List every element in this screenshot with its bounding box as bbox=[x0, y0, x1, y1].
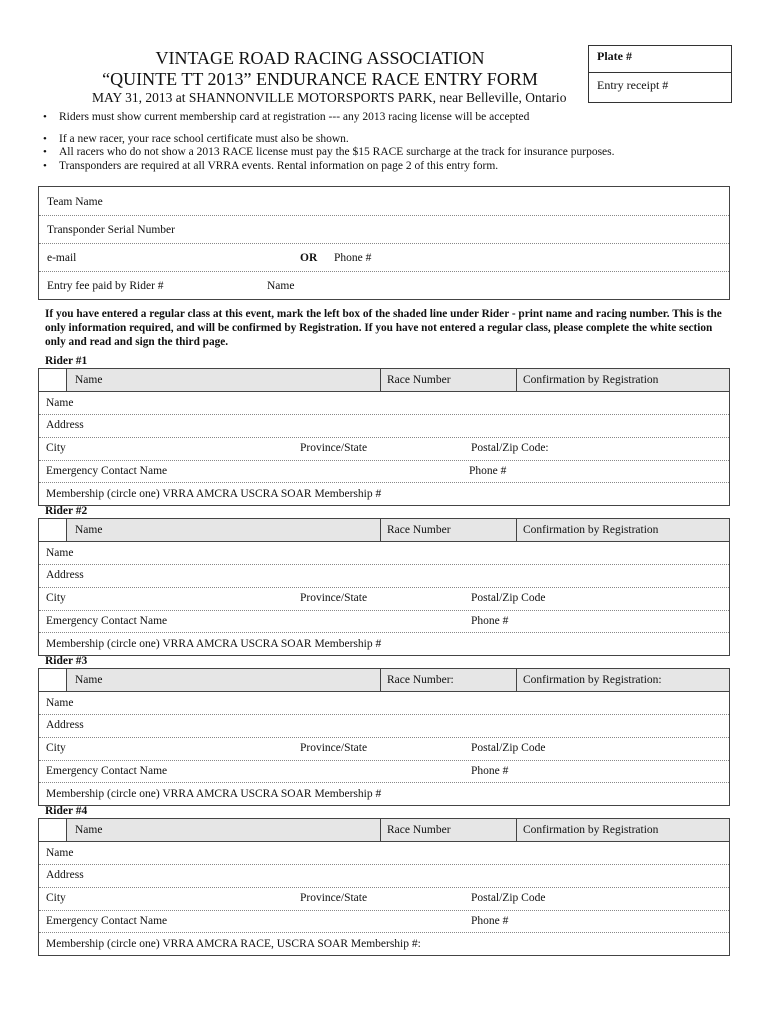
rider-4-shaded-row bbox=[39, 819, 729, 842]
or-label: OR bbox=[300, 252, 318, 264]
plate-divider bbox=[589, 72, 731, 73]
divider bbox=[39, 437, 729, 438]
rider-4-confirmation: Confirmation by Registration bbox=[523, 824, 659, 836]
plate-label: Plate # bbox=[597, 49, 632, 63]
instructions: If you have entered a regular class at this event, mark the left box of the shaded line under Rider - print name and racing number. This is the only information required, and will be confirmed by Registration. If you have not entered a regular class, please complete the white section only and read and sign the third page. bbox=[45, 308, 722, 348]
divider bbox=[380, 519, 381, 541]
divider bbox=[39, 587, 729, 588]
divider bbox=[39, 864, 729, 865]
fee-row[interactable] bbox=[39, 271, 729, 300]
fee-name-label: Name bbox=[267, 280, 295, 292]
divider bbox=[380, 819, 381, 841]
rider-3-membership-label[interactable]: Membership (circle one) VRRA AMCRA USCRA SOAR Membership # bbox=[46, 788, 382, 800]
rider-2-section bbox=[38, 518, 730, 656]
divider bbox=[380, 369, 381, 391]
rider-2-title: Rider #2 bbox=[45, 505, 88, 517]
rider-1-postal-label[interactable]: Postal/Zip Code: bbox=[471, 442, 549, 454]
rider-2-phone-label[interactable]: Phone # bbox=[471, 615, 509, 627]
team-name-label: Team Name bbox=[47, 196, 103, 208]
event-line: MAY 31, 2013 at SHANNONVILLE MOTORSPORTS PARK, near Belleville, Ontario bbox=[92, 90, 567, 105]
plate-box bbox=[588, 45, 732, 103]
rider-3-phone-label[interactable]: Phone # bbox=[471, 765, 509, 777]
rider-2-race-number: Race Number bbox=[387, 524, 451, 536]
team-name-row[interactable] bbox=[39, 187, 729, 216]
rider-3-shaded-row bbox=[39, 669, 729, 692]
rider-3-emergency-label[interactable]: Emergency Contact Name bbox=[46, 765, 168, 777]
rider-1-shaded-row bbox=[39, 369, 729, 392]
rider-3-city-label[interactable]: City bbox=[46, 742, 66, 754]
rider-2-address-label[interactable]: Address bbox=[46, 569, 84, 581]
rider-1-title: Rider #1 bbox=[45, 355, 88, 367]
divider bbox=[39, 564, 729, 565]
rider-1-membership-label[interactable]: Membership (circle one) VRRA AMCRA USCRA SOAR Membership # bbox=[46, 488, 382, 500]
rider-1-phone-label[interactable]: Phone # bbox=[469, 465, 507, 477]
rider-2-shaded-row bbox=[39, 519, 729, 542]
divider bbox=[516, 819, 517, 841]
rider-3-province-label[interactable]: Province/State bbox=[300, 742, 368, 754]
rules-list bbox=[41, 111, 615, 173]
transponder-label: Transponder Serial Number bbox=[47, 224, 175, 236]
rider-1-name-col: Name bbox=[75, 374, 103, 386]
rider-4-class-checkbox[interactable] bbox=[39, 819, 67, 841]
email-label: e-mail bbox=[47, 252, 77, 264]
rider-4-membership-label[interactable]: Membership (circle one) VRRA AMCRA RACE, USCRA SOAR Membership #: bbox=[46, 938, 421, 950]
rider-4-address-label[interactable]: Address bbox=[46, 869, 84, 881]
divider bbox=[380, 669, 381, 691]
rider-4-postal-label[interactable]: Postal/Zip Code bbox=[471, 892, 546, 904]
rider-1-section bbox=[38, 368, 730, 506]
rider-2-membership-label[interactable]: Membership (circle one) VRRA AMCRA USCRA SOAR Membership # bbox=[46, 638, 382, 650]
rider-3-title: Rider #3 bbox=[45, 655, 88, 667]
divider bbox=[39, 460, 729, 461]
divider bbox=[39, 414, 729, 415]
divider bbox=[39, 482, 729, 483]
rule-item: • Riders must show current membership card at registration --- any 2013 racing license will be accepted bbox=[41, 111, 615, 125]
divider bbox=[39, 910, 729, 911]
rider-2-postal-label[interactable]: Postal/Zip Code bbox=[471, 592, 546, 604]
divider bbox=[39, 782, 729, 783]
rider-3-confirmation: Confirmation by Registration: bbox=[523, 674, 662, 686]
rider-4-name-col: Name bbox=[75, 824, 103, 836]
divider bbox=[39, 632, 729, 633]
rider-4-title: Rider #4 bbox=[45, 805, 88, 817]
fee-paid-label: Entry fee paid by Rider # bbox=[47, 280, 164, 292]
form-title: “QUINTE TT 2013” ENDURANCE RACE ENTRY FORM bbox=[102, 69, 538, 89]
rule-item: • All racers who do not show a 2013 RACE license must pay the $15 RACE surcharge at the track for insurance purposes. bbox=[41, 146, 615, 160]
rider-1-address-label[interactable]: Address bbox=[46, 419, 84, 431]
rider-2-class-checkbox[interactable] bbox=[39, 519, 67, 541]
rider-1-class-checkbox[interactable] bbox=[39, 369, 67, 391]
rider-4-race-number: Race Number bbox=[387, 824, 451, 836]
divider bbox=[516, 519, 517, 541]
divider bbox=[39, 932, 729, 933]
divider bbox=[39, 887, 729, 888]
phone-label: Phone # bbox=[334, 252, 372, 264]
rider-1-race-number: Race Number bbox=[387, 374, 451, 386]
rider-4-city-label[interactable]: City bbox=[46, 892, 66, 904]
rider-3-name-col: Name bbox=[75, 674, 103, 686]
divider bbox=[39, 760, 729, 761]
rider-2-confirmation: Confirmation by Registration bbox=[523, 524, 659, 536]
rider-4-phone-label[interactable]: Phone # bbox=[471, 915, 509, 927]
rider-2-name-col: Name bbox=[75, 524, 103, 536]
rider-1-emergency-label[interactable]: Emergency Contact Name bbox=[46, 465, 168, 477]
rule-item: • Transponders are required at all VRRA events. Rental information on page 2 of this entry form. bbox=[41, 160, 615, 174]
rider-3-postal-label[interactable]: Postal/Zip Code bbox=[471, 742, 546, 754]
entry-receipt-label: Entry receipt # bbox=[597, 78, 669, 92]
divider bbox=[39, 714, 729, 715]
rider-3-race-number: Race Number: bbox=[387, 674, 454, 686]
rider-3-address-label[interactable]: Address bbox=[46, 719, 84, 731]
transponder-row[interactable] bbox=[39, 215, 729, 244]
org-title: VINTAGE ROAD RACING ASSOCIATION bbox=[155, 48, 485, 68]
rule-item: • If a new racer, your race school certificate must also be shown. bbox=[41, 133, 615, 147]
rider-4-emergency-label[interactable]: Emergency Contact Name bbox=[46, 915, 168, 927]
rider-2-emergency-label[interactable]: Emergency Contact Name bbox=[46, 615, 168, 627]
divider bbox=[39, 737, 729, 738]
rider-2-city-label[interactable]: City bbox=[46, 592, 66, 604]
rider-3-section bbox=[38, 668, 730, 806]
divider bbox=[516, 669, 517, 691]
rider-1-confirmation: Confirmation by Registration bbox=[523, 374, 659, 386]
rider-4-section bbox=[38, 818, 730, 956]
rider-2-name-label[interactable]: Name bbox=[46, 547, 74, 559]
rider-1-city-label[interactable]: City bbox=[46, 442, 66, 454]
rider-1-province-label[interactable]: Province/State bbox=[300, 442, 368, 454]
rider-3-name-label[interactable]: Name bbox=[46, 697, 74, 709]
contact-row[interactable] bbox=[39, 243, 729, 272]
rider-2-province-label[interactable]: Province/State bbox=[300, 592, 368, 604]
team-info-box bbox=[38, 186, 730, 300]
divider bbox=[39, 610, 729, 611]
rider-4-province-label[interactable]: Province/State bbox=[300, 892, 368, 904]
divider bbox=[516, 369, 517, 391]
rider-3-class-checkbox[interactable] bbox=[39, 669, 67, 691]
rider-1-name-label[interactable]: Name bbox=[46, 397, 74, 409]
rider-4-name-label[interactable]: Name bbox=[46, 847, 74, 859]
